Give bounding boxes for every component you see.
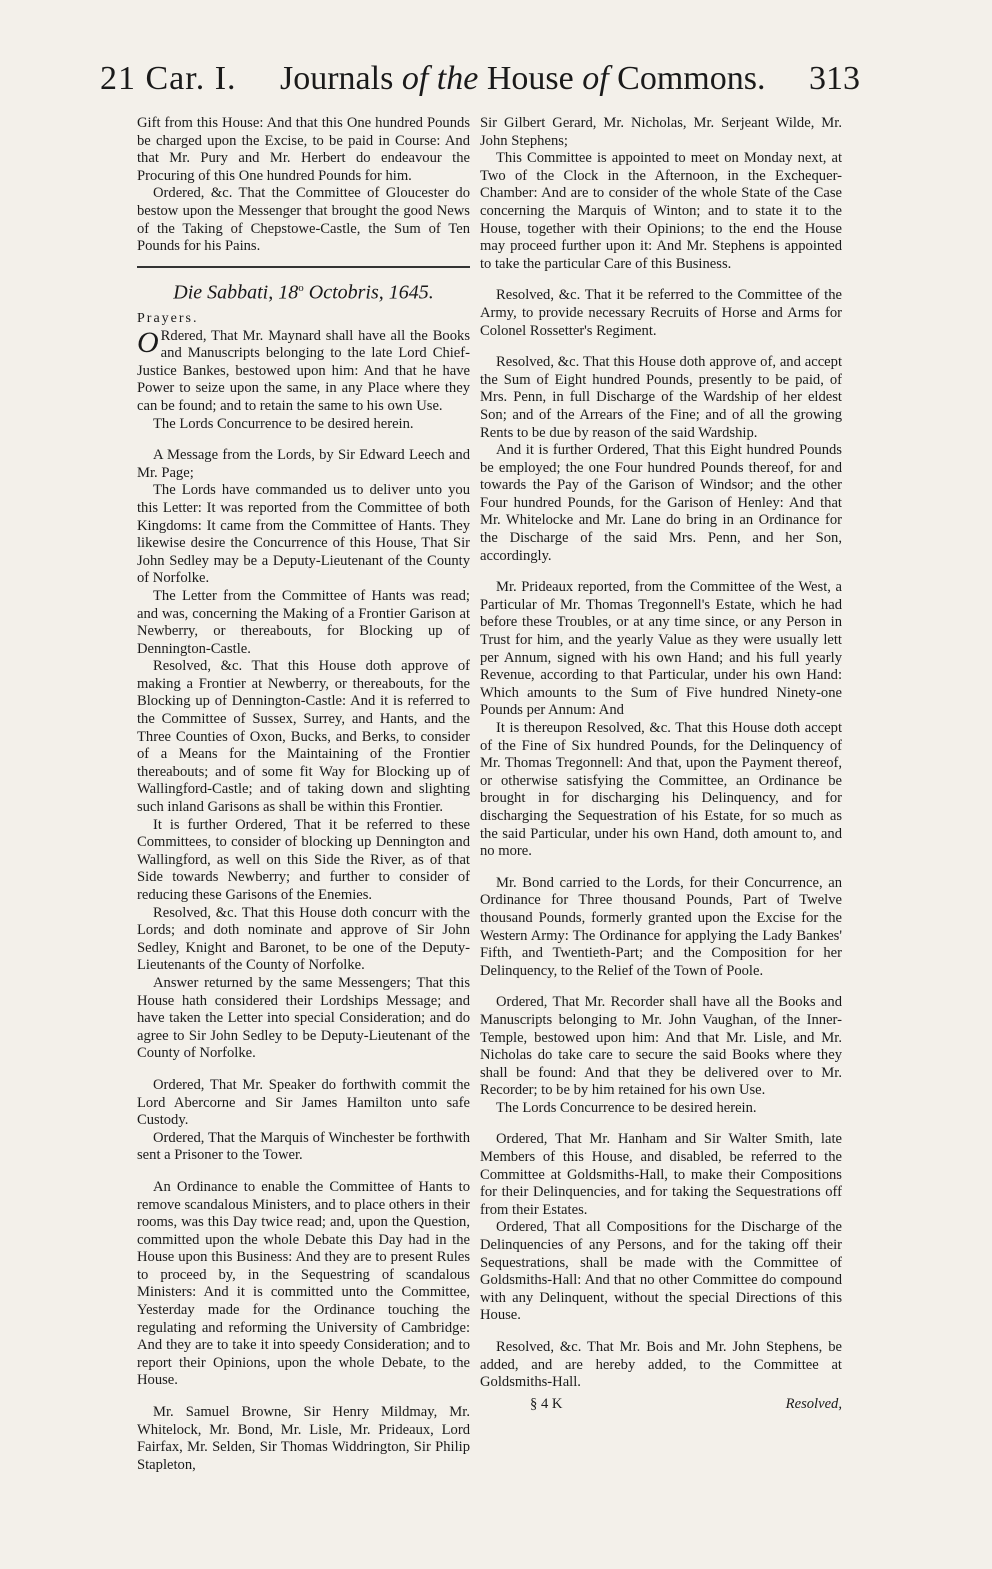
prayers-heading: Prayers. <box>137 311 199 326</box>
paragraph: Mr. Prideaux reported, from the Committee of the West, a Particular of Mr. Thomas Tregonnell's Estate, which he had before these Troubles, or at any time since, or any Person in Trust for him, and the yearly Value as they were usually lett per Annum, signed with his own Hand; and his full yearly Revenue, according to that Particular, under his own Hand: Which amounts to the Sum of Five hundred Ninety-one Pounds per Annum: And <box>480 579 842 719</box>
paragraph: Ordered, &c. That the Committee of Gloucester do bestow upon the Messenger that brought the good News of the Taking of Chepstowe-Castle, the Sum of Ten Pounds for his Pains. <box>137 185 470 255</box>
page-number: 313 <box>809 60 860 97</box>
paragraph: Resolved, &c. That this House doth approve of, and accept the Sum of Eight hundred Pounds, presently to be paid, of Mrs. Penn, in full Discharge of the Wardship of her eldest Son; and of the Arrears of the Fine; and of all the growing Rents to be due by reason of the said Wardship. <box>480 354 842 441</box>
right-column <box>480 115 842 1413</box>
signature-mark: § 4 K <box>530 1395 563 1412</box>
paragraph: Resolved, &c. That it be referred to the Committee of the Army, to provide necessary Recruits of Horse and Arms for Colonel Rossetter's Regiment. <box>480 287 842 339</box>
paragraph: It is further Ordered, That it be referred to these Committees, to consider of blocking up Dennington and Wallingford, as well on this Side the River, as of that Side towards Newberry; and further to consider of reducing these Garisons of the Enemies. <box>137 816 470 903</box>
paragraph: Resolved, &c. That Mr. Bois and Mr. John Stephens, be added, and are hereby added, to the Committee at Goldsmiths-Hall. <box>480 1339 842 1391</box>
page-footer <box>480 1396 842 1414</box>
section-divider <box>137 266 470 268</box>
paragraph: Ordered, That the Marquis of Winchester be forthwith sent a Prisoner to the Tower. <box>137 1129 470 1164</box>
left-column <box>137 115 470 1474</box>
paragraph: Resolved, &c. That this House doth concurr with the Lords; and doth nominate and approve of Sir John Sedley, Knight and Baronet, to be one of the Deputy-Lieutenants of the County of Norfolke. <box>137 904 470 974</box>
paragraph: This Committee is appointed to meet on Monday next, at Two of the Clock in the Afternoon, in the Exchequer-Chamber: And are to consider of the whole State of the Case concerning the Marquis of Winton; and to state it to the House, together with their Opinions; to the end the House may proceed further upon it: And Mr. Stephens is appointed to take the particular Care of this Business. <box>480 150 842 272</box>
paragraph: It is thereupon Resolved, &c. That this House doth accept of the Fine of Six hundred Pounds, for the Delinquency of Mr. Thomas Tregonnell: And that, upon the Payment thereof, or otherwise satisfying the Committee, an Ordinance be brought in for discharging his Delinquency, and for discharging the Sequestration of his Estate, for so much as the said Particular, under his own Hand, doth amount to, and no more. <box>480 720 842 860</box>
paragraph: An Ordinance to enable the Committee of Hants to remove scandalous Ministers, and to place others in their rooms, was this Day twice read; and, upon the Question, committed upon the whole Debate this Day had in the House upon this Business: And they are to present Rules to proceed by, in the Sequestring of scandalous Ministers: And it is committed unto the Committee, Yesterday made for the Ordinance touching the regulating and reforming the University of Cambridge: And they are to take it into speedy Consideration; and to report their Opinions, upon the whole Debate, to the House. <box>137 1178 470 1389</box>
paragraph: A Message from the Lords, by Sir Edward Leech and Mr. Page; <box>137 447 470 481</box>
paragraph: Mr. Samuel Browne, Sir Henry Mildmay, Mr. Whitelock, Mr. Bond, Mr. Lisle, Mr. Prideaux, Lord Fairfax, Mr. Selden, Sir Thomas Widdrington, Sir Philip Stapleton, <box>137 1404 470 1473</box>
paragraph: The Lords Concurrence to be desired herein. <box>496 1099 757 1116</box>
paragraph: Ordered, That all Compositions for the Discharge of the Delinquencies of any Persons, and for the taking off their Sequestrations, shall be made with the Committee of Goldsmiths-Hall: And that no other Committee do compound with any Delinquent, without the special Directions of this House. <box>480 1219 842 1324</box>
paragraph: And it is further Ordered, That this Eight hundred Pounds be employed; the one Four hundred Pounds thereof, for and towards the Pay of the Garison of Windsor; and the other Four hundred Pounds, for the Garison of Henley: And that Mr. Whitelocke and Mr. Lane do bring in an Ordinance for the Discharge of the said Mrs. Penn, and her Son, accordingly. <box>480 442 842 564</box>
paragraph: Answer returned by the same Messengers; That this House hath considered their Lordships Message; and have taken the Letter into special Consideration; and do agree to Sir John Sedley to be Deputy-Lieutenant of the County of Norfolke. <box>137 974 470 1062</box>
paragraph: Gift from this House: And that this One hundred Pounds be charged upon the Excise, to be paid in Course: And that Mr. Pury and Mr. Herbert do endeavour the Procuring of this One hundred Pounds for him. <box>137 115 470 184</box>
paragraph: Sir Gilbert Gerard, Mr. Nicholas, Mr. Serjeant Wilde, Mr. John Stephens; <box>480 115 842 149</box>
paragraph: Ordered, That Mr. Recorder shall have all the Books and Manuscripts belonging to Mr. John Vaughan, of the Inner-Temple, bestowed upon him: And that Mr. Lisle, and Mr. Nicholas do take care to secure the said Books where they shall be found: And that they be delivered over to Mr. Recorder; to be by him retained for his own Use. <box>480 994 842 1099</box>
paragraph: The Lords have commanded us to deliver unto you this Letter: It was reported from the Committee of both Kingdoms: It came from the Committee of Hants. They likewise desire the Concurrence of this House, That Sir John Sedley may be a Deputy-Lieutenant of the County of Norfolke. <box>137 482 470 587</box>
day-heading: Die Sabbati, 18$^o$ Octobris, 1645. <box>173 281 434 304</box>
reign-label: 21 Car. I. <box>100 60 237 97</box>
paragraph: Ordered, That Mr. Hanham and Sir Walter Smith, late Members of this House, and disabled, be referred to the Committee at Goldsmiths-Hall, to make their Compositions for their Delinquencies, and for taking the Sequestrations off from their Estates. <box>480 1131 842 1218</box>
paragraph: Resolved, &c. That this House doth approve of making a Frontier at Newberry, or thereabouts, for the Blocking up of Dennington-Castle: And it is referred to the Committee of Sussex, Surrey, and Hants, and the Three Counties of Oxon, Bucks, and Berks, to consider of a Means for the Maintaining of the Frontier thereabouts; and of some fit Way for Blocking up of Wallingford-Castle; and of taking down and slighting such inland Garisons as shall be within this Frontier. <box>137 658 470 816</box>
journal-title: Journals of the House of Commons. <box>280 60 766 97</box>
paragraph: O Rdered, That Mr. Maynard shall have all the Books and Manuscripts belonging to the late Lord Chief-Justice Bankes, bestowed upon him: And that he have Power to seize upon the same, in any Place where they can be found; and to retain the same to his own Use. <box>137 325 470 414</box>
paragraph: The Lords Concurrence to be desired herein. <box>153 415 414 432</box>
page-header <box>100 60 860 110</box>
paragraph: Mr. Bond carried to the Lords, for their Concurrence, an Ordinance for Three thousand Pounds, Part of Twelve thousand Pounds, formerly granted upon the Excise for the Western Army: The Ordinance for applying the Lady Bankes' Fifth, and Twentieth-Part; and the Composition for her Delinquency, to the Relief of the Town of Poole. <box>480 874 842 979</box>
catchword: Resolved, <box>785 1395 842 1412</box>
paragraph: Ordered, That Mr. Speaker do forthwith commit the Lord Abercorne and Sir James Hamilton unto safe Custody. <box>137 1076 470 1129</box>
paragraph: The Letter from the Committee of Hants was read; and was, concerning the Making of a Frontier Garison at Newberry, or thereabouts, for Blocking up of Dennington-Castle. <box>137 587 470 657</box>
drop-cap: O <box>137 325 159 359</box>
